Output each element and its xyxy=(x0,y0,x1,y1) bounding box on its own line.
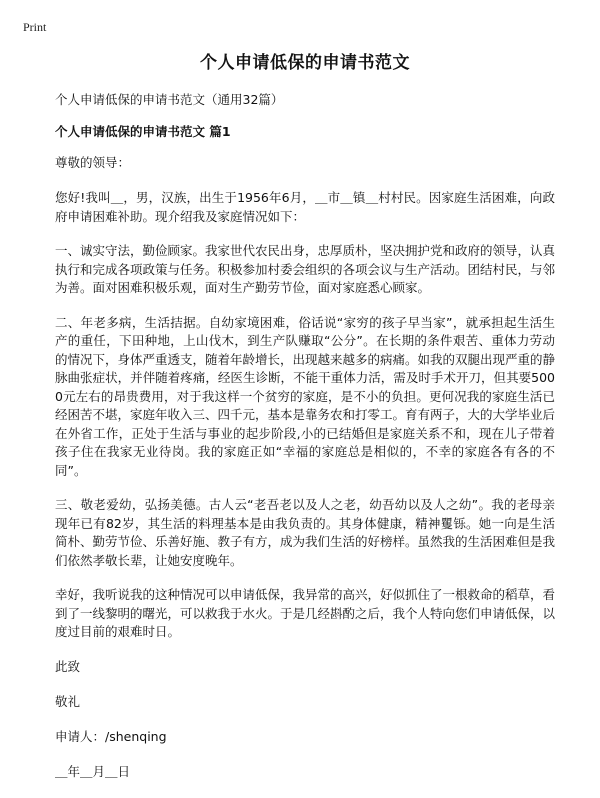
regards: 敬礼 xyxy=(55,693,81,709)
paragraph-illness: 二、年老多病，生活拮据。自幼家境困难，俗话说“家穷的孩子早当家”，就承担起生活生产的重任，下田种地，上山伐木，到生产队赚取“公分”。在长期的条件艰苦、重体力劳动的情况下，身体严重透支，随着年龄增长，出现越来越多的病痛。如我的双腿出现严重的静脉曲张症状，并伴随着疼痛，经医生诊断，不能干重体力活，需及时手术开刀，但其要5000元左右的昂贵费用，对于我这样一个贫穷的家庭，是不小的负担。更何况我的家庭生活已经困苦不堪，家庭年收入三、四千元，基本是靠务农和打零工。育有两子，大的大学毕业后在外省工作，正处于生活与事业的起步阶段,小的已结婚但是家庭关系不和，现在儿子带着孩子住在我家无业待岗。我的家庭正如“幸福的家庭总是相似的，不幸的家庭各有各的不同”。 xyxy=(55,314,556,478)
print-link[interactable]: Print xyxy=(23,20,47,34)
paragraph-request: 幸好，我听说我的这种情况可以申请低保，我异常的高兴，好似抓住了一根救命的稻草，看到了一线黎明的曙光，可以救我于水火。于是几经斟酌之后，我个人特向您们申请低保，以度过目前的艰难时日。 xyxy=(55,587,556,639)
document-body xyxy=(55,48,555,798)
paragraph-honest: 一、诚实守法，勤俭顾家。我家世代农民出身，忠厚质朴，坚决拥护党和政府的领导，认真执行和完成各项政策与任务。积极参加村委会组织的各项会议与生产活动。团结村民，与邻为善。面对困难积极乐观，面对生产勤劳节俭，面对家庭悉心顾家。 xyxy=(55,243,556,295)
date-line: ＿年＿月＿日 xyxy=(55,763,131,779)
document-title: 个人申请低保的申请书范文 xyxy=(200,53,410,73)
paragraph-elders: 三、敬老爱幼，弘扬美德。古人云“老吾老以及人之老，幼吾幼以及人之幼”。我的老母亲现年已有82岁，其生活的料理基本是由我负责的。其身体健康，精神矍铄。她一向是生活简朴、勤劳节俭、乐善好施、教子有方，成为我们生活的好榜样。虽然我的生活困难但是我们依然孝敬长辈，让她安度晚年。 xyxy=(55,497,556,568)
closing: 此致 xyxy=(55,658,81,674)
salutation: 尊敬的领导： xyxy=(55,155,131,170)
document-subtitle: 个人申请低保的申请书范文（通用32篇） xyxy=(55,92,284,107)
section-heading: 个人申请低保的申请书范文 篇1 xyxy=(55,124,231,139)
paragraph-intro: 您好!我叫＿，男，汉族，出生于1956年6月，＿市＿镇＿村村民。因家庭生活困难，向政府申请困难补助。现介绍我及家庭情况如下： xyxy=(55,190,555,224)
applicant-signature: 申请人：/shenqing xyxy=(55,728,167,744)
